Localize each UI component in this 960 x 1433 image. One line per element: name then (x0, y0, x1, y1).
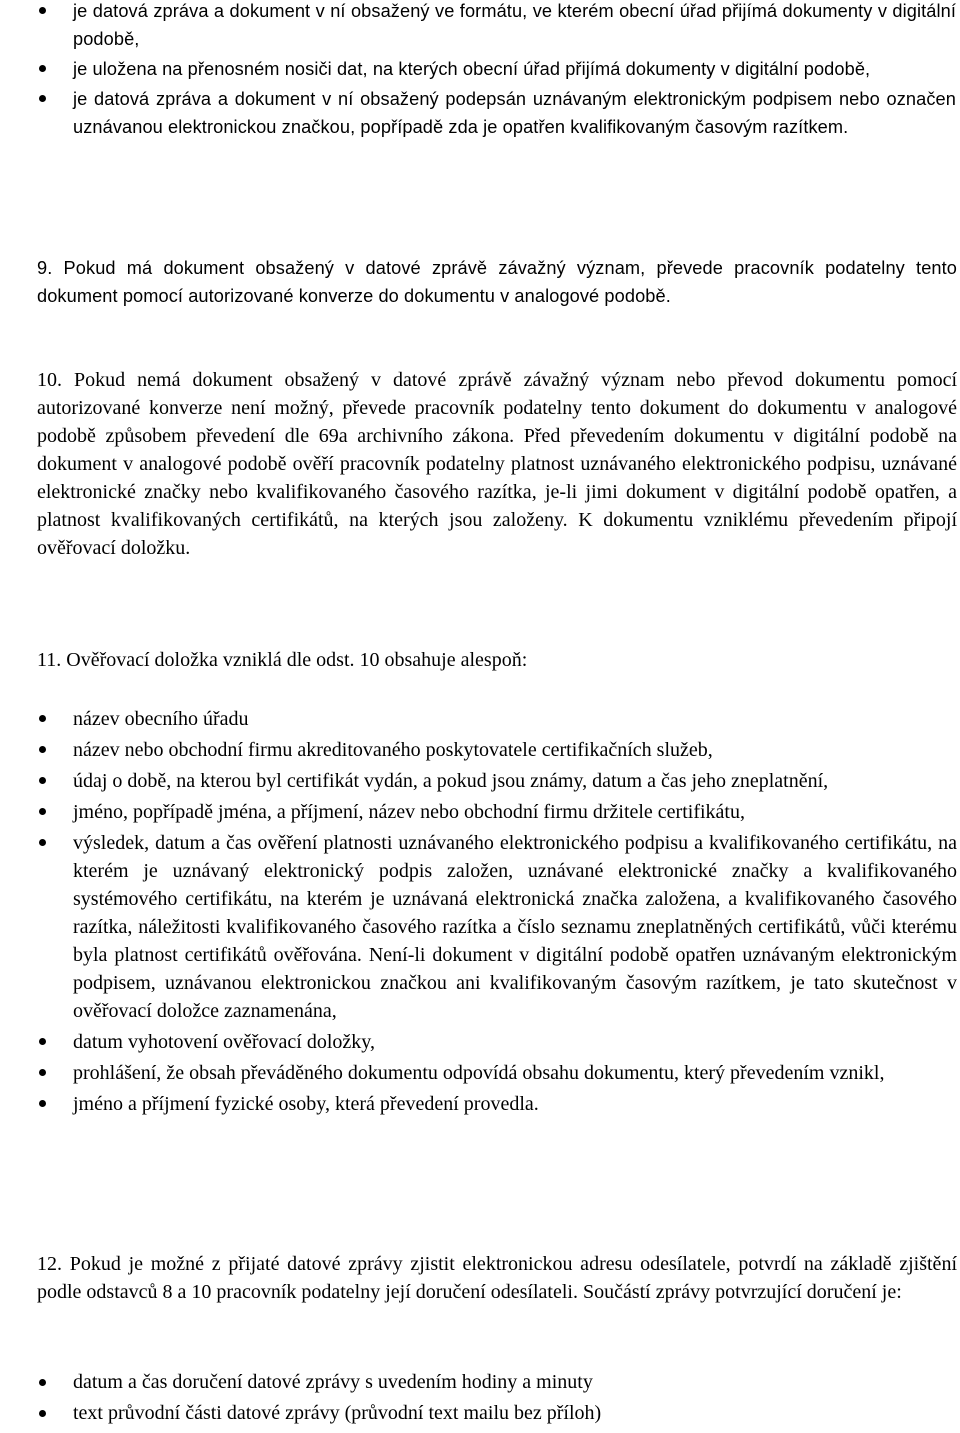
list-item (0, 1368, 960, 1396)
list-item (0, 85, 960, 141)
list-item (0, 1059, 960, 1087)
verification-bullet-list (0, 705, 960, 1124)
list-item-text: je uložena na přenosném nosiči dat, na kterých obecní úřad přijímá dokumenty v digitální podobě, (73, 59, 871, 79)
bullet-icon (39, 1069, 46, 1076)
list-item (0, 798, 960, 826)
list-item (0, 0, 960, 53)
bullet-icon (39, 839, 46, 846)
bullet-icon (39, 7, 46, 14)
bullet-icon (39, 808, 46, 815)
list-item-text: datum a čas doručení datové zprávy s uvedením hodiny a minuty (73, 1371, 593, 1393)
list-item (0, 705, 960, 733)
list-item-text: je datová zpráva a dokument v ní obsažený podepsán uznávaným elektronickým podpisem nebo označen uznávanou elektronickou značkou, popřípadě zda je opatřen kvalifikovaným časovým razítkem. (73, 89, 956, 137)
list-item-text: název nebo obchodní firmu akreditovaného poskytovatele certifikačních služeb, (73, 739, 713, 761)
list-item-text: jméno a příjmení fyzické osoby, která převedení provedla. (73, 1093, 539, 1115)
list-item (0, 767, 960, 795)
bullet-icon (39, 777, 46, 784)
list-item-text: údaj o době, na kterou byl certifikát vydán, a pokud jsou známy, datum a čas jeho zneplatnění, (73, 770, 829, 792)
list-item (0, 1028, 960, 1056)
list-item (0, 1090, 960, 1118)
bullet-icon (39, 65, 46, 72)
list-item (0, 829, 960, 1025)
list-item-text: výsledek, datum a čas ověření platnosti uznávaného elektronického podpisu a kvalifikovaného certifikátu, na kterém je uznávaný elektronický podpis založen, uznávané elektronické značky a kvalifikovaného systémového certifikátu, na kterém je uznávaná elektronická značka založena, a kvalifikovaného časového razítka, náležitosti kvalifikovaného časového razítka a číslo seznamu zneplatněných certifikátů, vůči kterému byla platnost certifikátů ověřována. Není-li dokument v digitální podobě opatřen uznávaným elektronickým podpisem, uznávanou elektronickou značkou ani kvalifikovaným časovým razítkem, je tato skutečnost v ověřovací doložce zaznamenána, (73, 832, 957, 1022)
paragraph-10: 10. Pokud nemá dokument obsažený v datové zprávě závažný význam nebo převod dokumentu pomocí autorizované konverze není možný, převede pracovník podatelny tento dokument do dokumentu v analogové podobě způsobem převedení dle 69a archivního zákona. Před převedením dokumentu v digitální podobě na dokument v analogové podobě ověří pracovník podatelny platnost uznávaného elektronického podpisu, uznávané elektronické značky nebo kvalifikovaného časového razítka, je-li jimi dokument v digitální podobě opatřen, a platnost kvalifikovaných certifikátů, na kterých jsou založeny. K dokumentu vzniklému převedením připojí ověřovací doložku. (37, 369, 957, 559)
delivery-bullet-list (0, 1368, 960, 1433)
list-item-text: jméno, popřípadě jména, a příjmení, název nebo obchodní firmu držitele certifikátu, (73, 801, 745, 823)
list-item-text: prohlášení, že obsah převáděného dokumentu odpovídá obsahu dokumentu, který převedením vznikl, (73, 1062, 885, 1084)
bullet-icon (39, 95, 46, 102)
list-item-text: je datová zpráva a dokument v ní obsažený ve formátu, ve kterém obecní úřad přijímá dokumenty v digitální podobě, (73, 1, 956, 49)
list-item-text: text průvodní části datové zprávy (průvodní text mailu bez příloh) (73, 1402, 602, 1424)
paragraph-11: 11. Ověřovací doložka vzniklá dle odst. 10 obsahuje alespoň: (37, 649, 528, 671)
bullet-icon (39, 1379, 46, 1386)
list-item-text: název obecního úřadu (73, 708, 249, 730)
list-item (0, 55, 960, 83)
list-item-text: datum vyhotovení ověřovací doložky, (73, 1031, 375, 1053)
top-bullet-list (0, 0, 960, 147)
bullet-icon (39, 1038, 46, 1045)
paragraph-12: 12. Pokud je možné z přijaté datové zprávy zjistit elektronickou adresu odesílatele, potvrdí na základě zjištění podle odstavců 8 a 10 pracovník podatelny její doručení odesílateli. Součástí zprávy potvrzující doručení je: (37, 1253, 957, 1303)
bullet-icon (39, 715, 46, 722)
bullet-icon (39, 1410, 46, 1417)
bullet-icon (39, 1100, 46, 1107)
list-item (0, 736, 960, 764)
paragraph-9: 9. Pokud má dokument obsažený v datové zprávě závažný význam, převede pracovník podatelny tento dokument pomocí autorizované konverze do dokumentu v analogové podobě. (37, 258, 957, 306)
list-item (0, 1399, 960, 1427)
bullet-icon (39, 746, 46, 753)
